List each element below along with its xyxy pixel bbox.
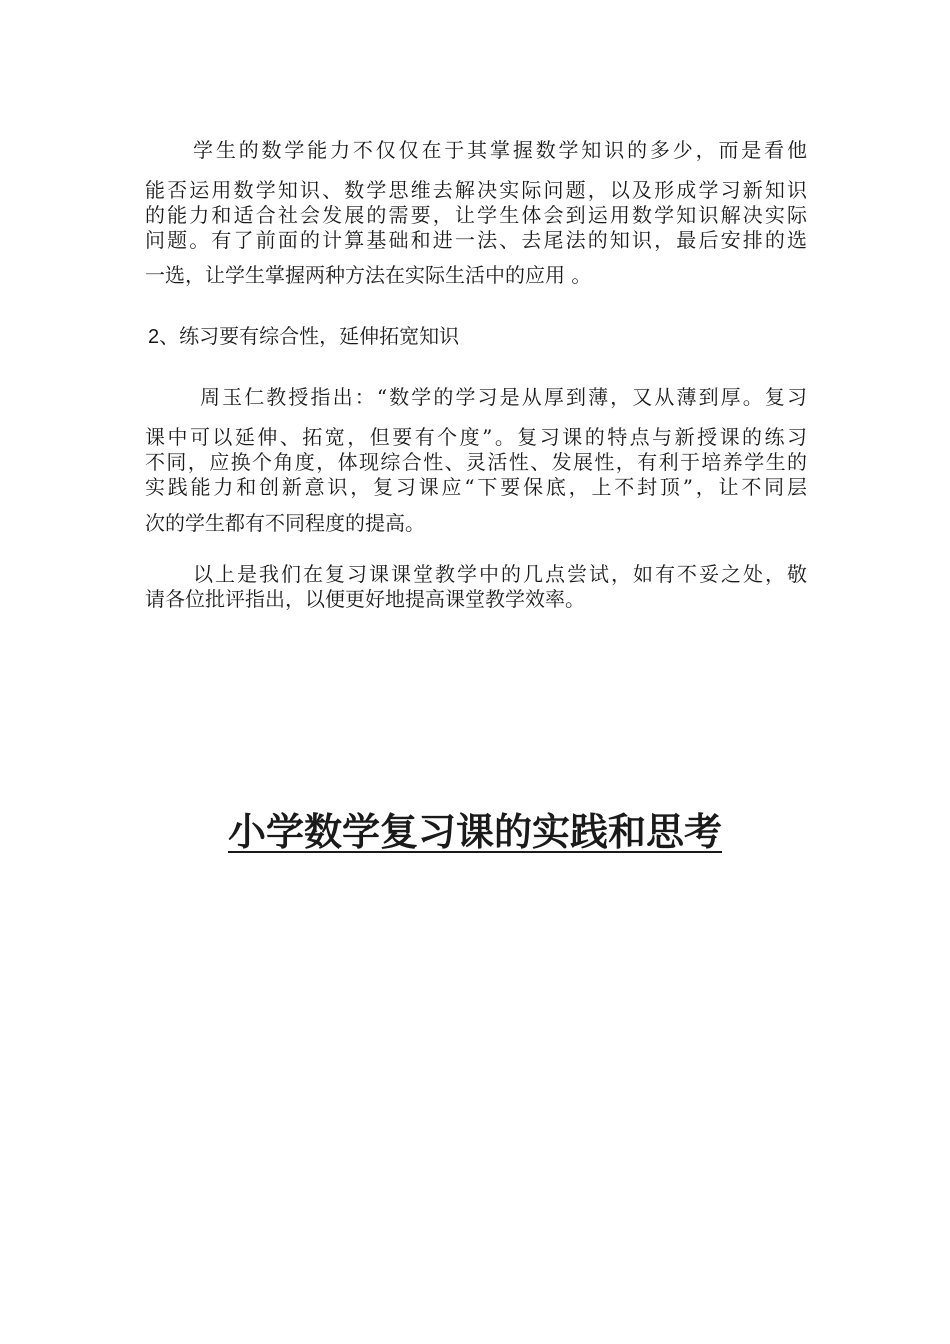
section-heading [148,322,459,351]
paragraph-2-line-5: 次的学生都有不同程度的提高。 [145,511,425,535]
paragraph-2-line-4: 实践能力和创新意识，复习课应“下要保底，上不封顶”，让不同层 [145,475,807,499]
paragraph-3-line-1: 以上是我们在复习课课堂教学中的几点尝试，如有不妥之处，敬 [193,562,807,586]
paragraph-2-line-3: 不同，应换个角度，体现综合性、灵活性、发展性，有利于培养学生的 [145,450,807,474]
paragraph-1-line-3: 的能力和适合社会发展的需要，让学生体会到运用数学知识解决实际 [145,203,807,227]
paragraph-1-line-5: 一选，让学生掌握两种方法在实际生活中的应用 。 [145,263,592,287]
document-title: 小学数学复习课的实践和思考 [227,809,722,854]
paragraph-3-line-2: 请各位批评指出，以便更好地提高课堂教学效率。 [145,587,585,611]
paragraph-1-line-2: 能否运用数学知识、数学思维去解决实际问题，以及形成学习新知识 [145,178,807,202]
paragraph-2-line-2: 课中可以延伸、拓宽，但要有个度”。复习课的特点与新授课的练习 [145,425,807,449]
paragraph-1-line-4: 问题。有了前面的计算基础和进一法、去尾法的知识，最后安排的选 [145,228,807,252]
section-heading-text: 、练习要有综合性，延伸拓宽知识 [159,324,460,348]
paragraph-2-line-1: 周玉仁教授指出：“数学的学习是从厚到薄，又从薄到厚。复习 [200,385,807,409]
paragraph-1-line-1: 学生的数学能力不仅仅在于其掌握数学知识的多少，而是看他 [193,138,807,162]
section-number: 2 [148,326,160,348]
